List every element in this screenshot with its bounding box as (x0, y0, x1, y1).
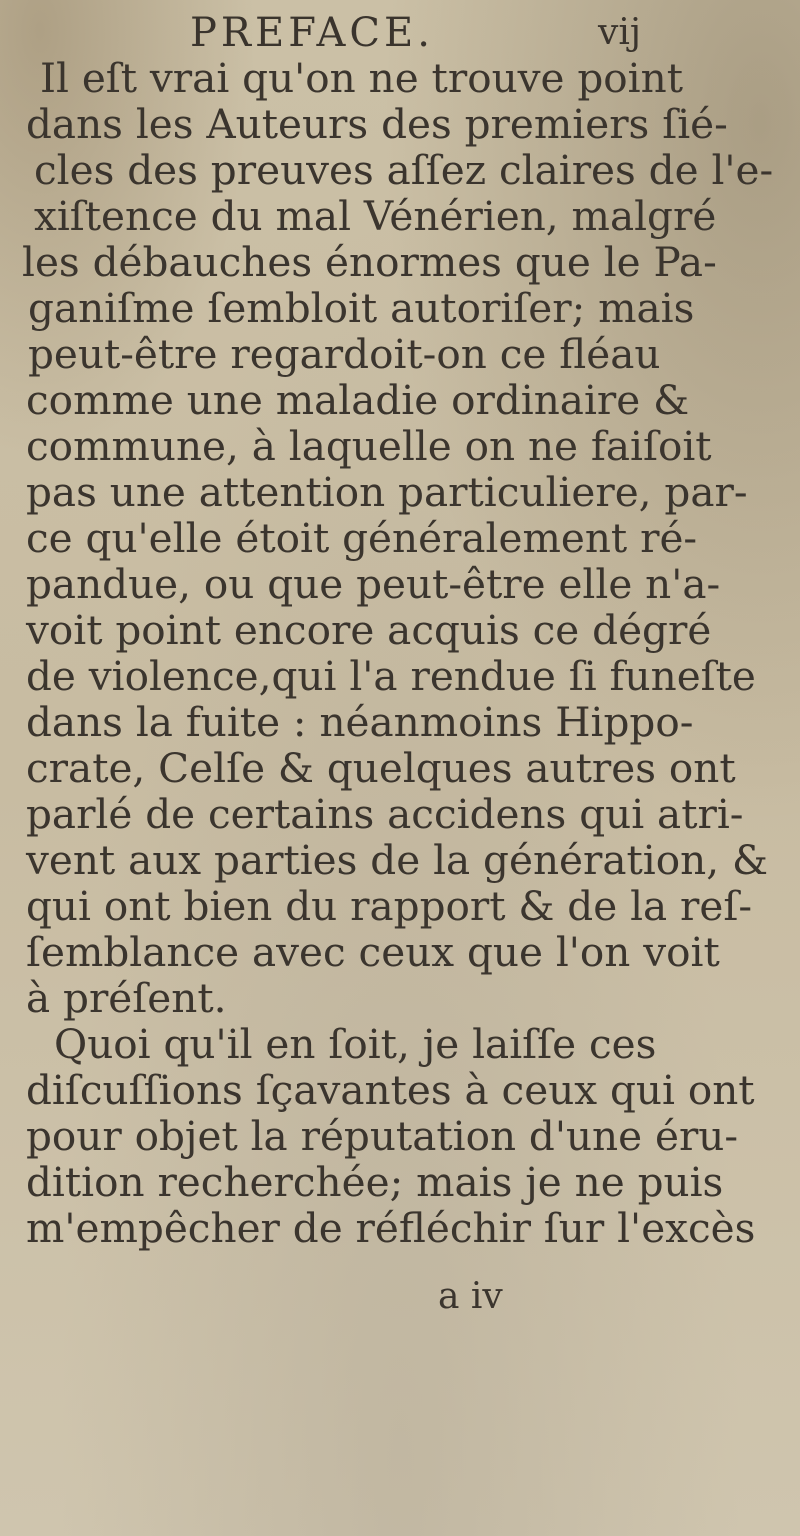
text-line: m'empêcher de réfléchir ſur l'excès (26, 1204, 756, 1252)
text-line: dition recherchée; mais je ne puis (26, 1158, 724, 1206)
running-title: PREFACE. (190, 10, 434, 56)
text-line: ce qu'elle étoit généralement ré- (26, 514, 698, 562)
text-line: Il eſt vrai qu'on ne trouve point (40, 54, 683, 102)
text-line: pandue, ou que peut-être elle n'a- (26, 560, 721, 608)
text-line: dans la fuite : néanmoins Hippo- (26, 698, 694, 746)
text-line: ganiſme ſembloit autoriſer; mais (28, 284, 695, 332)
text-line: ſemblance avec ceux que l'on voit (26, 928, 720, 976)
page-header (0, 2, 800, 56)
text-line: commune, à laquelle on ne faiſoit (26, 422, 712, 470)
catchword: a iv (438, 1276, 503, 1317)
text-line: voit point encore acquis ce dégré (26, 606, 712, 654)
text-line: crate, Celſe & quelques autres ont (26, 744, 736, 792)
text-line: comme une maladie ordinaire & (26, 376, 690, 424)
text-line: de violence,qui l'a rendue ſi funeſte (26, 652, 756, 700)
text-line: dans les Auteurs des premiers ſié- (26, 100, 728, 148)
text-line: les débauches énormes que le Pa- (22, 238, 717, 286)
text-line: pas une attention particuliere, par- (26, 468, 748, 516)
text-line: peut-être regardoit-on ce fléau (28, 330, 661, 378)
text-line: cles des preuves aſſez claires de l'e- (34, 146, 774, 194)
text-line: parlé de certains accidens qui atri- (26, 790, 744, 838)
text-line: à préſent. (26, 974, 227, 1022)
text-line: qui ont bien du rapport & de la reſ- (26, 882, 753, 930)
text-line: xiſtence du mal Vénérien, malgré (34, 192, 717, 240)
text-line: pour objet la réputation d'une éru- (26, 1112, 739, 1160)
text-line: Quoi qu'il en ſoit, je laiſſe ces (54, 1020, 657, 1068)
page-number: vij (598, 12, 642, 53)
text-line: vent aux parties de la génération, & (26, 836, 768, 884)
text-line: diſcuſſions ſçavantes à ceux qui ont (26, 1066, 755, 1114)
